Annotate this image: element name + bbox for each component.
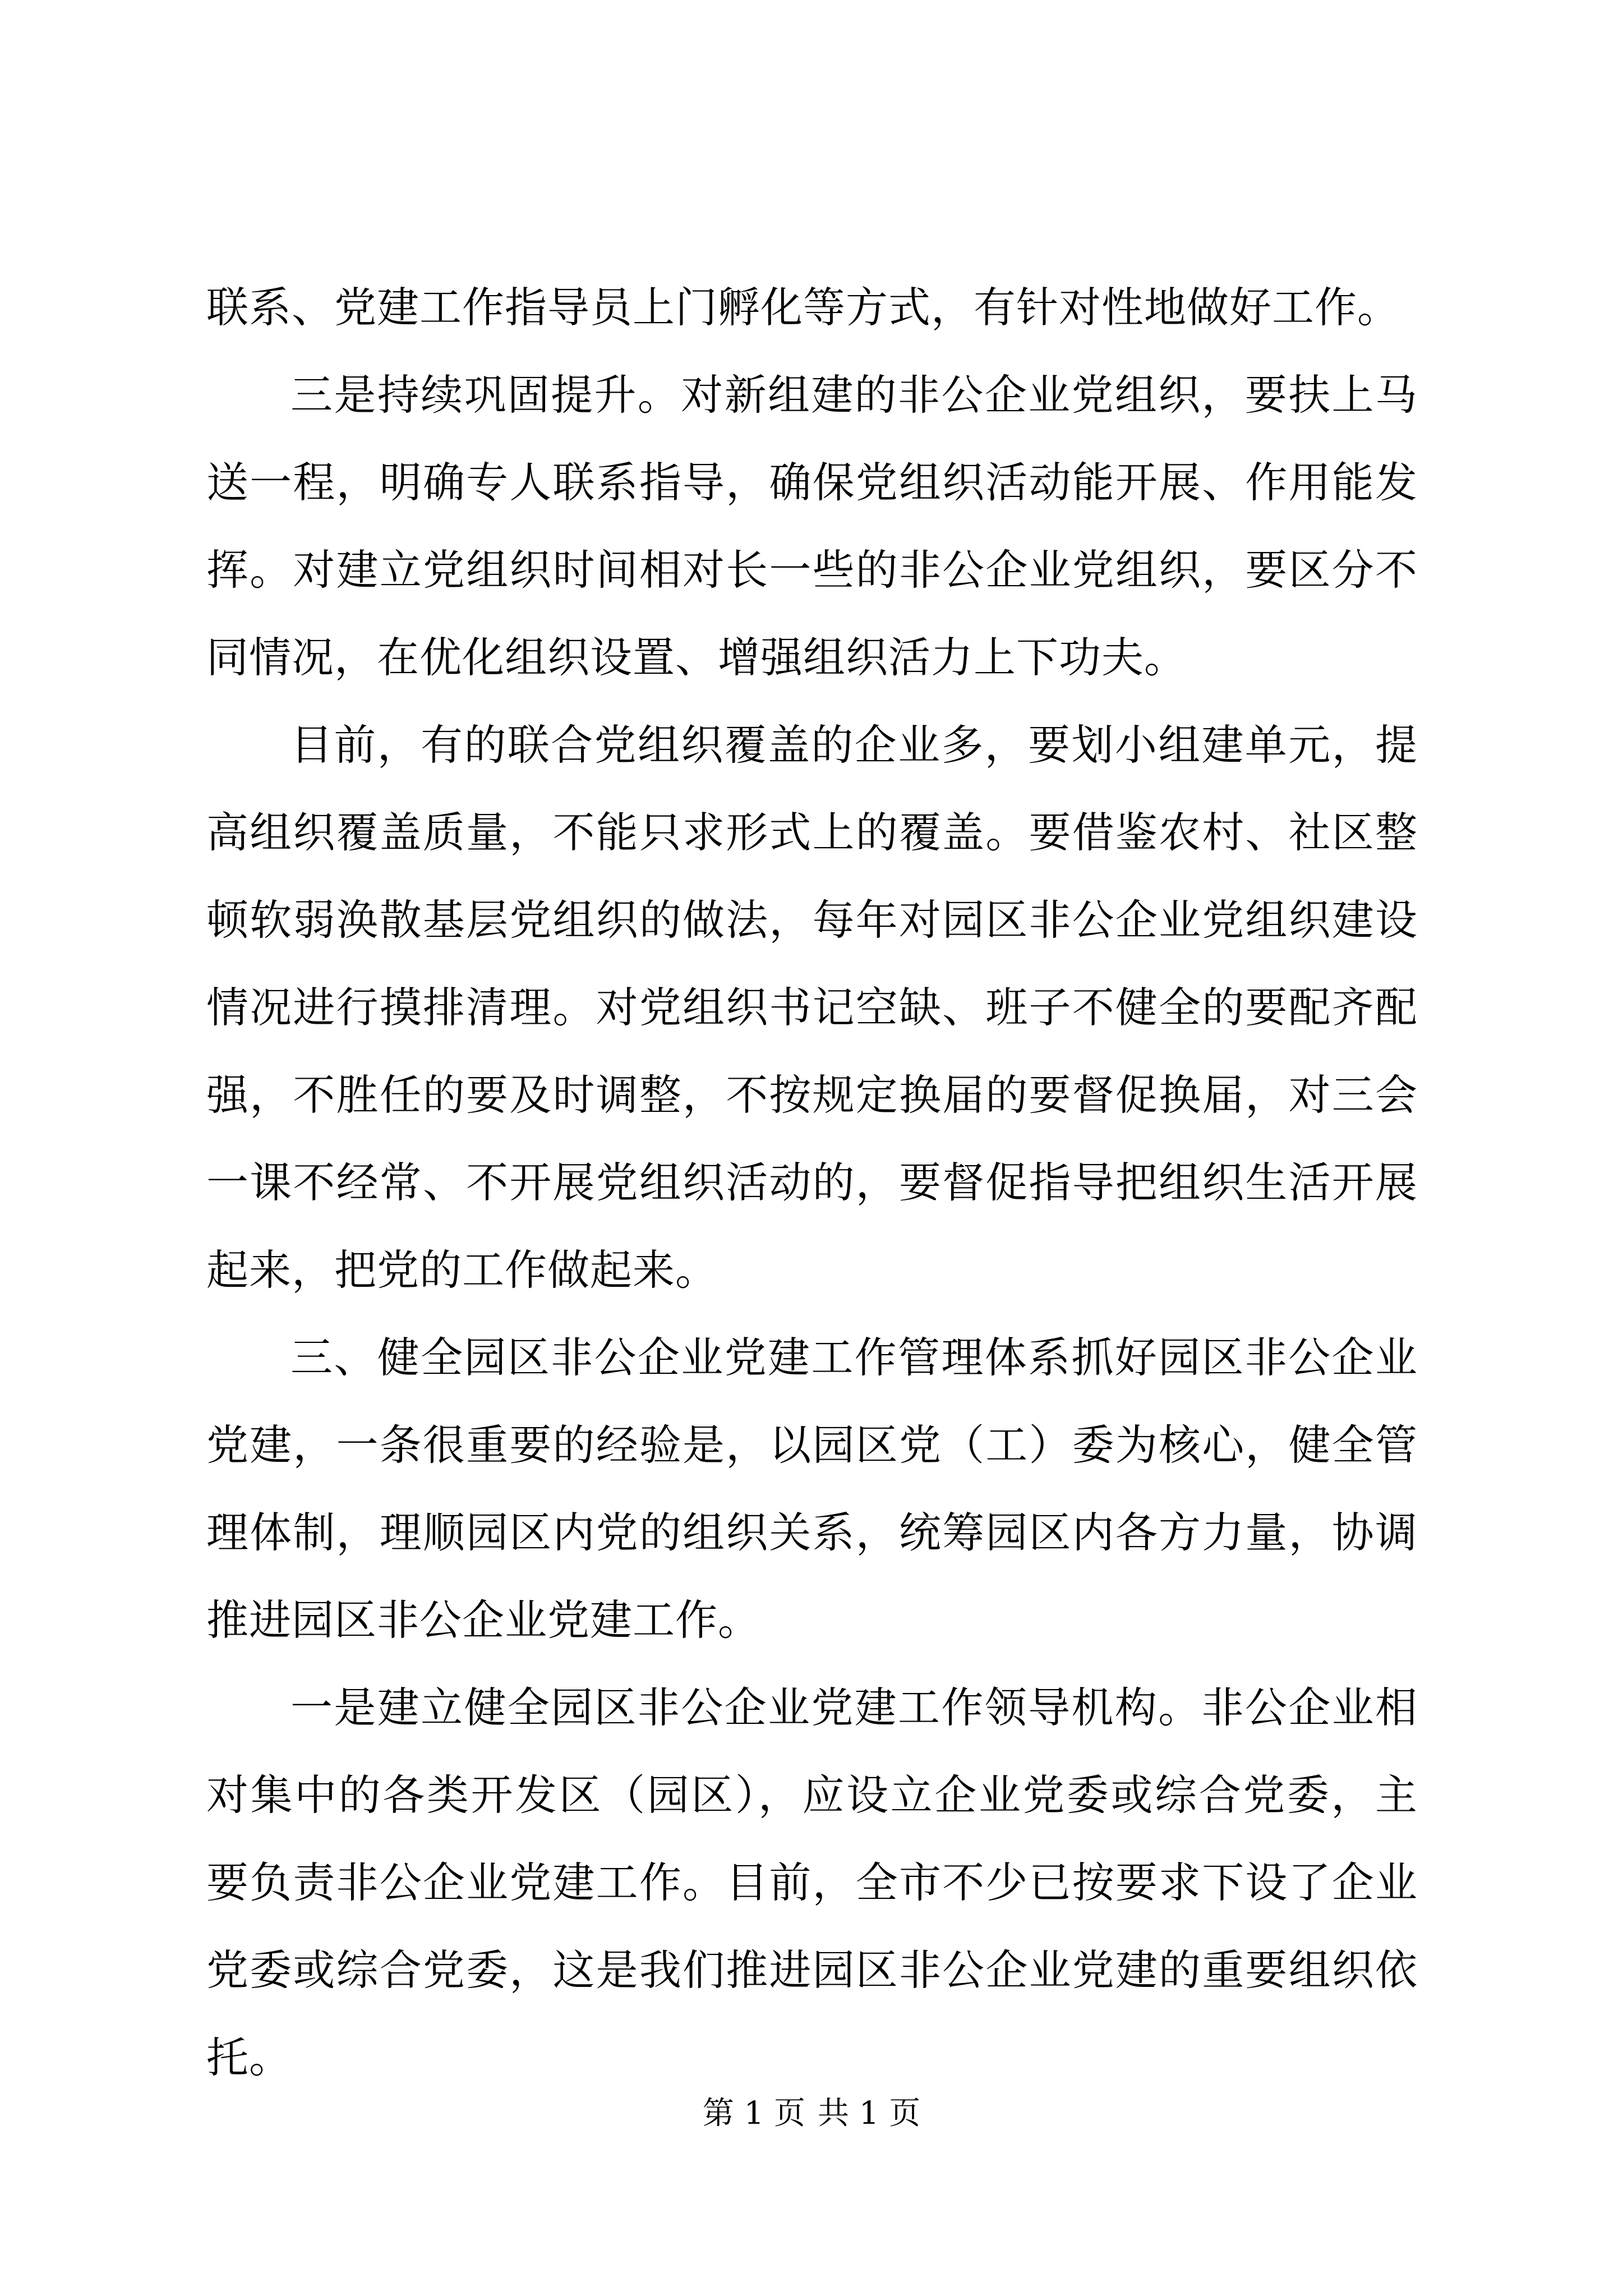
paragraph-4: 三、健全园区非公企业党建工作管理体系抓好园区非公企业党建，一条很重要的经验是，以园区党（工）委为核心，健全管理体制，理顺园区内党的组织关系，统筹园区内各方力量，协调推进园区非公企业党建工作。 <box>206 1333 1418 1645</box>
page-total: 共 1 页 <box>818 2095 921 2132</box>
paragraph-1: 联系、党建工作指导员上门孵化等方式，有针对性地做好工作。 <box>206 283 1400 332</box>
paragraph-3: 目前，有的联合党组织覆盖的企业多，要划小组建单元，提高组织覆盖质量，不能只求形式上的覆盖。要借鉴农村、社区整顿软弱涣散基层党组织的做法，每年对园区非公企业党组织建设情况进行摸排清理。对党组织书记空缺、班子不健全的要配齐配强，不胜任的要及时调整，不按规定换届的要督促换届，对三会一课不经常、不开展党组织活动的，要督促指导把组织生活开展起来，把党的工作做起来。 <box>206 720 1418 1295</box>
paragraph-5: 一是建立健全园区非公企业党建工作领导机构。非公企业相对集中的各类开发区（园区），应设立企业党委或综合党委，主要负责非公企业党建工作。目前，全市不少已按要求下设了企业党委或综合党委，这是我们推进园区非公企业党建的重要组织依托。 <box>206 1683 1418 2082</box>
document-body <box>206 264 1418 2101</box>
paragraph-2: 三是持续巩固提升。对新组建的非公企业党组织，要扶上马送一程，明确专人联系指导，确保党组织活动能开展、作用能发挥。对建立党组织时间相对长一些的非公企业党组织，要区分不同情况，在优化组织设置、增强组织活力上下功夫。 <box>206 370 1418 682</box>
page-number: 第 1 页 <box>702 2095 805 2132</box>
page-footer <box>0 2091 1623 2136</box>
